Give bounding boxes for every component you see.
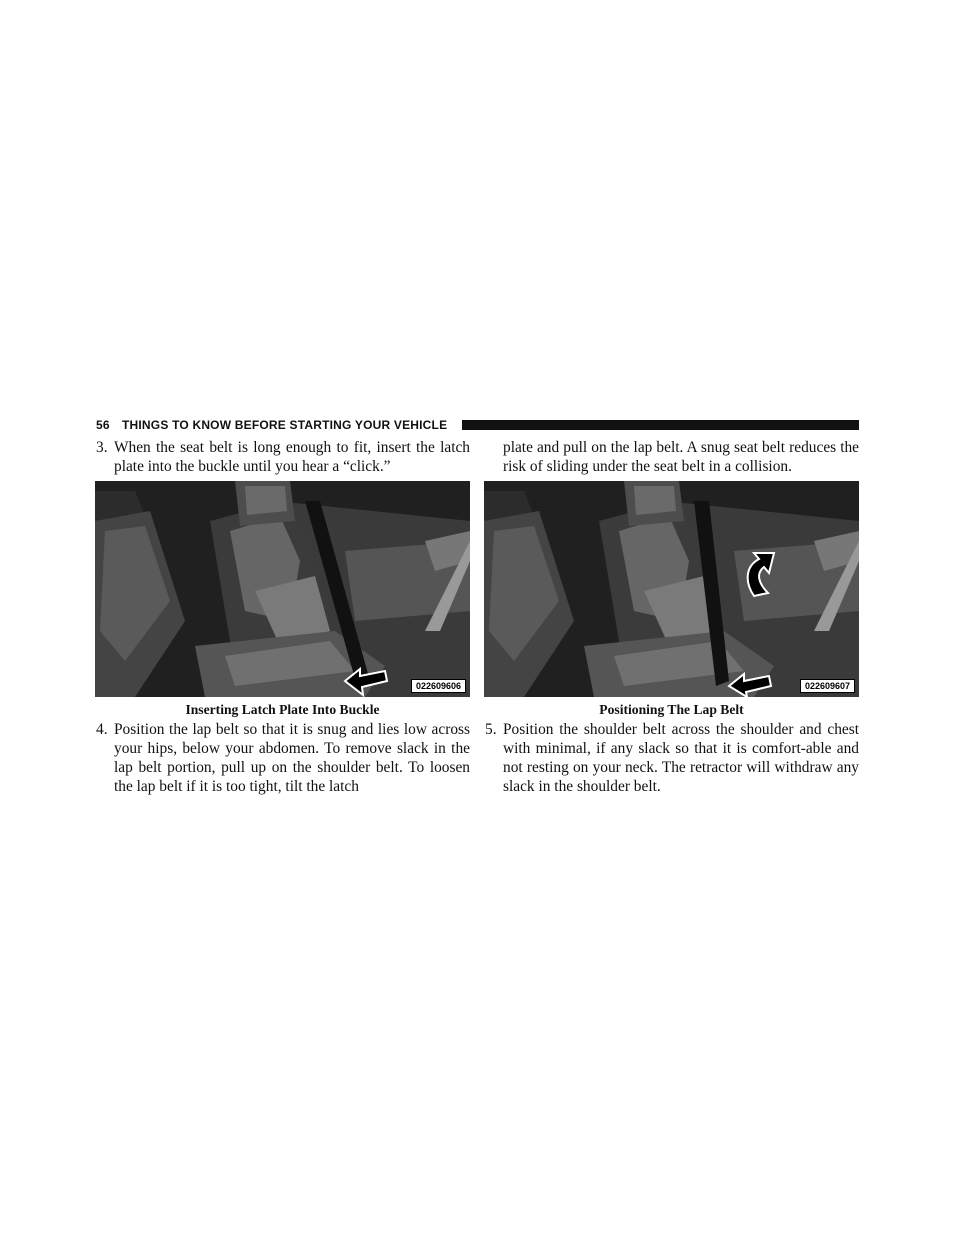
step-3 [96,438,470,476]
step-5 [485,720,859,796]
section-title: THINGS TO KNOW BEFORE STARTING YOUR VEHICLE [122,418,448,432]
figure-caption: Positioning The Lap Belt [599,702,744,717]
seat-illustration [484,481,859,697]
figure-caption: Inserting Latch Plate Into Buckle [185,702,380,717]
step-4 [96,720,470,796]
step-4-continuation: plate and pull on the lap belt. A snug seat belt reduces the risk of sliding under the seat belt in a collision. [503,439,859,475]
step-number: 5. [485,721,497,738]
seat-illustration [95,481,470,697]
step-number: 3. [96,439,108,456]
header-rule [462,420,859,430]
step-text: Position the lap belt so that it is snug and lies low across your hips, below your abdomen. To remove slack in the lap belt portion, pull up on the shoulder belt. To loosen the lap belt if it is too tight, tilt the latch [114,721,470,795]
figure-positioning-lap-belt [484,481,859,697]
page-header [96,416,859,434]
figure-id: 022609607 [800,679,855,693]
page-number: 56 [96,418,110,432]
figure-id: 022609606 [411,679,466,693]
step-text: Position the shoulder belt across the shoulder and chest with minimal, if any slack so that it is comfort-able and not resting on your neck. The retractor will withdraw any slack in the shoulder belt. [503,721,859,795]
step-number: 4. [96,721,108,738]
step-text: When the seat belt is long enough to fit, insert the latch plate into the buckle until you hear a “click.” [114,439,470,475]
figure-inserting-latch-plate [95,481,470,697]
